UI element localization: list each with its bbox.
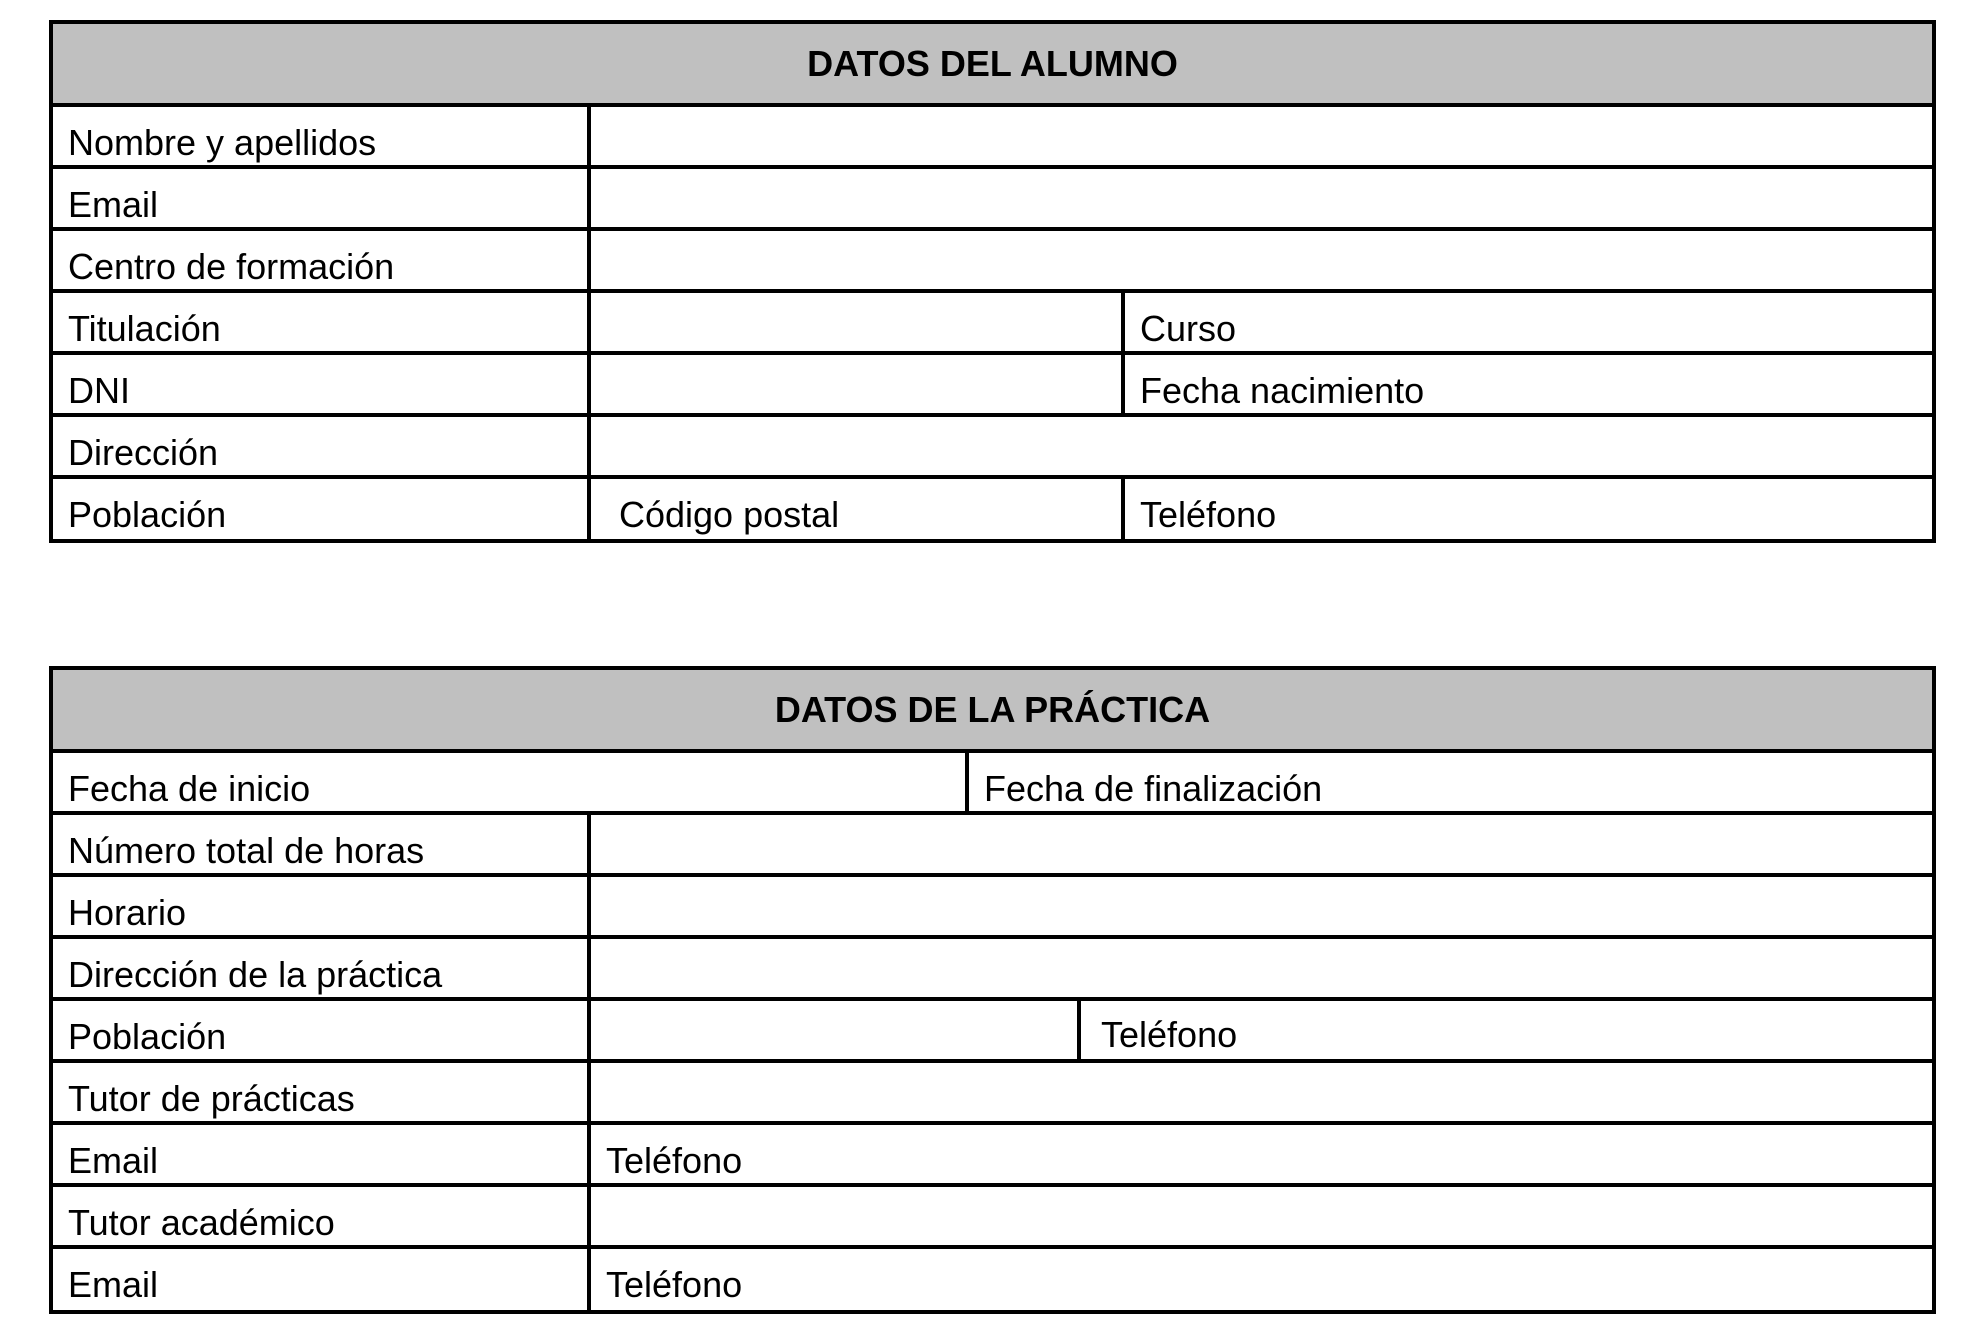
student-postal-code-field[interactable] [587,479,1121,541]
company-tutor-phone-label: Teléfono [606,1140,743,1181]
student-dni-row [53,355,1932,417]
student-city-row [53,479,1932,541]
internship-section-title: DATOS DE LA PRÁCTICA [53,670,1932,753]
student-degree-label: Titulación [68,308,221,349]
academic-tutor-row [53,1187,1932,1249]
student-address-label: Dirección [68,432,219,473]
student-dni-label: DNI [68,370,130,411]
student-name-label: Nombre y apellidos [68,122,377,163]
student-address-field[interactable] [587,417,1932,475]
student-address-row [53,417,1932,479]
internship-schedule-label: Horario [68,892,187,933]
student-birthdate-label: Fecha nacimiento [1140,370,1425,411]
student-city-field[interactable] [53,479,587,541]
company-tutor-row [53,1063,1932,1125]
internship-hours-row [53,815,1932,877]
academic-tutor-phone-field[interactable] [587,1249,1932,1311]
academic-tutor-phone-label: Teléfono [606,1264,743,1305]
academic-tutor-contact-row [53,1249,1932,1311]
internship-start-date-label: Fecha de inicio [68,768,311,809]
internship-start-date-field[interactable] [53,753,965,811]
student-email-label: Email [68,184,159,225]
internship-phone-label: Teléfono [1101,1014,1238,1055]
internship-hours-field[interactable] [587,815,1932,873]
student-name-field[interactable] [587,107,1932,165]
internship-address-label: Dirección de la práctica [68,954,443,995]
internship-schedule-field[interactable] [587,877,1932,935]
academic-tutor-email-label: Email [68,1264,159,1305]
company-tutor-email-field[interactable] [53,1125,587,1183]
internship-phone-field[interactable] [1077,1001,1932,1059]
internship-schedule-row [53,877,1932,939]
company-tutor-field[interactable] [587,1063,1932,1121]
student-dni-field[interactable] [587,355,1121,413]
internship-end-date-label: Fecha de finalización [984,768,1323,809]
student-center-row [53,231,1932,293]
internship-city-row [53,1001,1932,1063]
student-email-field[interactable] [587,169,1932,227]
company-tutor-phone-field[interactable] [587,1125,1932,1183]
student-name-row [53,107,1932,169]
student-section-title: DATOS DEL ALUMNO [53,24,1932,107]
company-tutor-contact-row [53,1125,1932,1187]
internship-address-row [53,939,1932,1001]
student-phone-field[interactable] [1121,479,1932,541]
internship-data-form [49,666,1936,1314]
internship-city-label: Población [68,1016,227,1057]
student-email-row [53,169,1932,231]
internship-end-date-field[interactable] [965,753,1932,811]
internship-address-field[interactable] [587,939,1932,997]
academic-tutor-field[interactable] [587,1187,1932,1245]
student-course-label: Curso [1140,308,1237,349]
student-birthdate-field[interactable] [1121,355,1932,413]
internship-city-field[interactable] [587,1001,1077,1059]
internship-dates-row [53,753,1932,815]
company-tutor-email-label: Email [68,1140,159,1181]
student-phone-label: Teléfono [1140,494,1277,535]
student-center-field[interactable] [587,231,1932,289]
student-center-label: Centro de formación [68,246,395,287]
student-degree-field[interactable] [587,293,1121,351]
student-course-field[interactable] [1121,293,1932,351]
student-city-label: Población [68,494,227,535]
academic-tutor-label: Tutor académico [68,1202,335,1243]
company-tutor-label: Tutor de prácticas [68,1078,355,1119]
internship-hours-label: Número total de horas [68,830,425,871]
student-data-form [49,20,1936,543]
student-postal-code-label: Código postal [619,494,840,535]
academic-tutor-email-field[interactable] [53,1249,587,1311]
student-degree-row [53,293,1932,355]
